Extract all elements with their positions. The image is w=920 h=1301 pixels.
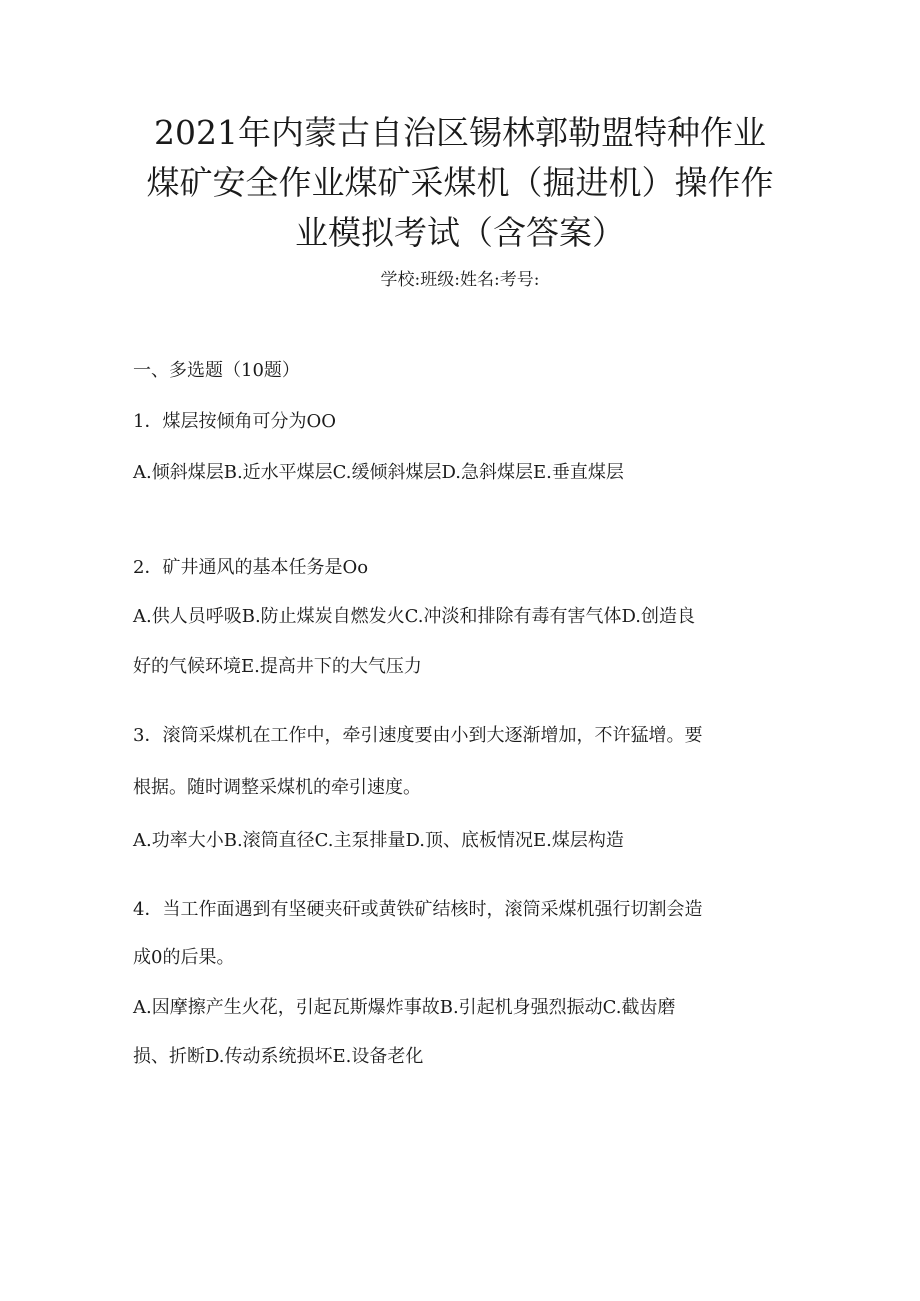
- question-options: A.因摩擦产生火花，引起瓦斯爆炸事故B.引起机身强烈振动C.截齿磨: [133, 997, 676, 1018]
- document-title: [120, 108, 800, 258]
- question-stem: 3．滚筒采煤机在工作中，牵引速度要由小到大逐渐增加，不许猛增。要: [133, 725, 703, 746]
- title-line: 业模拟考试（含答案）: [295, 213, 625, 252]
- question-options: A.倾斜煤层B.近水平煤层C.缓倾斜煤层D.急斜煤层E.垂直煤层: [133, 462, 624, 483]
- question-stem: 1．煤层按倾角可分为OO: [133, 411, 336, 432]
- question-stem: 根据。随时调整采煤机的牵引速度。: [133, 777, 421, 798]
- question-stem: 4．当工作面遇到有坚硬夹矸或黄铁矿结核时，滚筒采煤机强行切割会造: [133, 899, 703, 920]
- question-stem: 成0的后果。: [133, 947, 235, 968]
- section-heading: 一、多选题（10题）: [133, 360, 300, 381]
- title-line: 煤矿安全作业煤矿采煤机（掘进机）操作作: [146, 163, 774, 202]
- question-options: 好的气候环境E.提高井下的大气压力: [133, 656, 422, 677]
- question-stem: 2．矿井通风的基本任务是Oo: [133, 557, 369, 578]
- question-options: A.功率大小B.滚筒直径C.主泵排量D.顶、底板情况E.煤层构造: [133, 830, 624, 851]
- question-options: 损、折断D.传动系统损坏E.设备老化: [133, 1046, 424, 1067]
- title-line: 2021年内蒙古自治区锡林郭勒盟特种作业: [154, 113, 766, 152]
- question-options: A.供人员呼吸B.防止煤炭自燃发火C.冲淡和排除有毒有害气体D.创造良: [133, 606, 696, 627]
- student-info-line: 学校:班级:姓名:考号:: [380, 270, 540, 290]
